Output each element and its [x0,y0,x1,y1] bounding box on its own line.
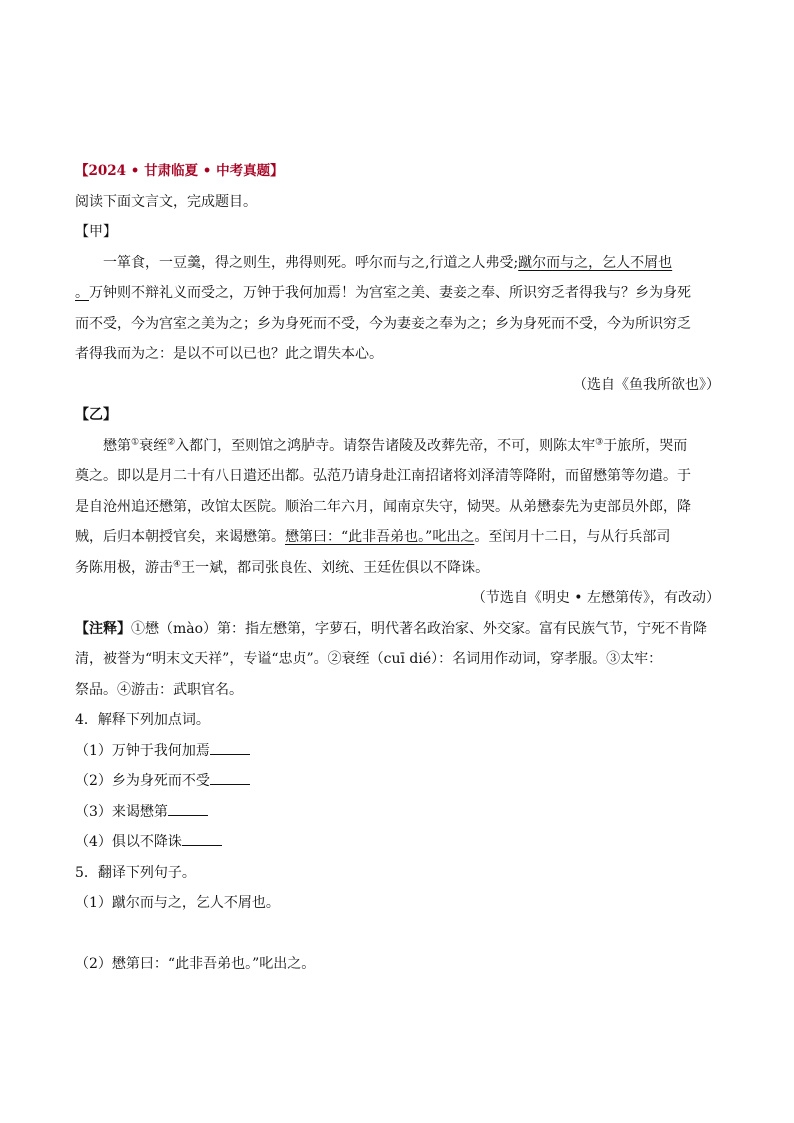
notes-line: 清，被誉为“明末文天祥”，专谥“忠贞”。②衰绖（cuī dié）：名词用作动词，穿孝服。③太牢： [75,651,663,667]
passage-b-line: 懋第①衰绖②入都门，至则馆之鸿胪寺。请祭告诸陵及改葬先帝，不可，则陈太牢③于旅所，哭而 [103,436,688,454]
passage-b-line: 务陈用极，游击④王一斌，都司张良佐、刘统、王廷佐俱以不降诛。 [75,558,490,576]
passage-a-line: 者得我而为之：是以不可以已也？此之谓失本心。 [75,346,383,362]
note-ref: ① [131,436,140,447]
question-5-title: 5．翻译下列句子。 [75,864,196,881]
instruction: 阅读下面文言文，完成题目。 [75,193,257,210]
underlined-sentence: 懋第曰：“此非吾弟也。”叱出之 [285,529,475,545]
passage-b-line: 奠之。即以是月二十有八日遣还出都。弘范乃请身赴江南招诸将刘泽清等降附，而留懋第等勿遣。于 [75,468,691,484]
passage-b-marker: 【乙】 [75,407,117,423]
question-4-item: （4）俱以不降诛 [75,827,720,858]
note-ref: ④ [173,558,182,569]
answer-space[interactable] [75,919,720,949]
question-4-item: （1）万钟于我何加焉 [75,736,720,767]
notes-line: 祭品。④游击：武职官名。 [75,681,243,698]
underlined-sentence-end: 。 [75,285,89,301]
passage-b-line: 贼，后归本朝授官矣，来谒懋第。懋第曰：“此非吾弟也。”叱出之。至闰月十二日，与从行兵部司 [75,529,671,545]
passage-b-line: 是自沧州追还懋第，改馆太医院。顺治二年六月，闻南京失守，恸哭。从弟懋泰先为吏部员外郎，降 [75,498,691,515]
passage-a-line: 。万钟则不辩礼义而受之，万钟于我何加焉！为宫室之美、妻妾之奉、所识穷乏者得我与？乡为身死 [75,285,691,301]
passage-a-line: 一箪食，一豆羹，得之则生，弗得则死。呼尔而与之,行道之人弗受;蹴尔而与之，乞人不屑也 [103,254,673,271]
underlined-sentence: 蹴尔而与之，乞人不屑也 [518,254,673,271]
question-5-item: （2）懋第曰：“此非吾弟也。”叱出之。 [75,955,316,972]
note-ref: ② [167,436,176,447]
answer-blank[interactable] [168,801,208,816]
notes-line: 【注释】①懋（mào）第：指左懋第，字萝石，明代著名政治家、外交家。富有民族气节，宁死不肯降 [75,620,708,637]
passage-a-line: 而不受，今为宫室之美为之；乡为身死而不受，今为妻妾之奉为之；乡为身死而不受，今为所识穷乏 [75,315,691,332]
question-4-title: 4．解释下列加点词。 [75,712,210,728]
question-4-item: （3）来谒懋第 [75,797,720,828]
question-4-item: （2）乡为身死而不受 [75,766,720,797]
exam-source-tag-line [75,156,720,187]
answer-blank[interactable] [210,740,250,755]
exam-content [75,156,720,979]
notes-label: 【注释】 [75,620,131,637]
exam-source-tag: 【2024 • 甘肃临夏 • 中考真题】 [75,163,284,179]
passage-b-source: （节选自《明史 • 左懋第传》，有改动） [471,590,720,606]
passage-a-marker: 【甲】 [75,224,117,240]
passage-a-source: （选自《鱼我所欲也》） [573,376,720,393]
question-5-item: （1）蹴尔而与之，乞人不屑也。 [75,895,280,911]
answer-blank[interactable] [210,770,250,785]
answer-blank[interactable] [182,831,222,846]
note-ref: ③ [595,436,604,447]
